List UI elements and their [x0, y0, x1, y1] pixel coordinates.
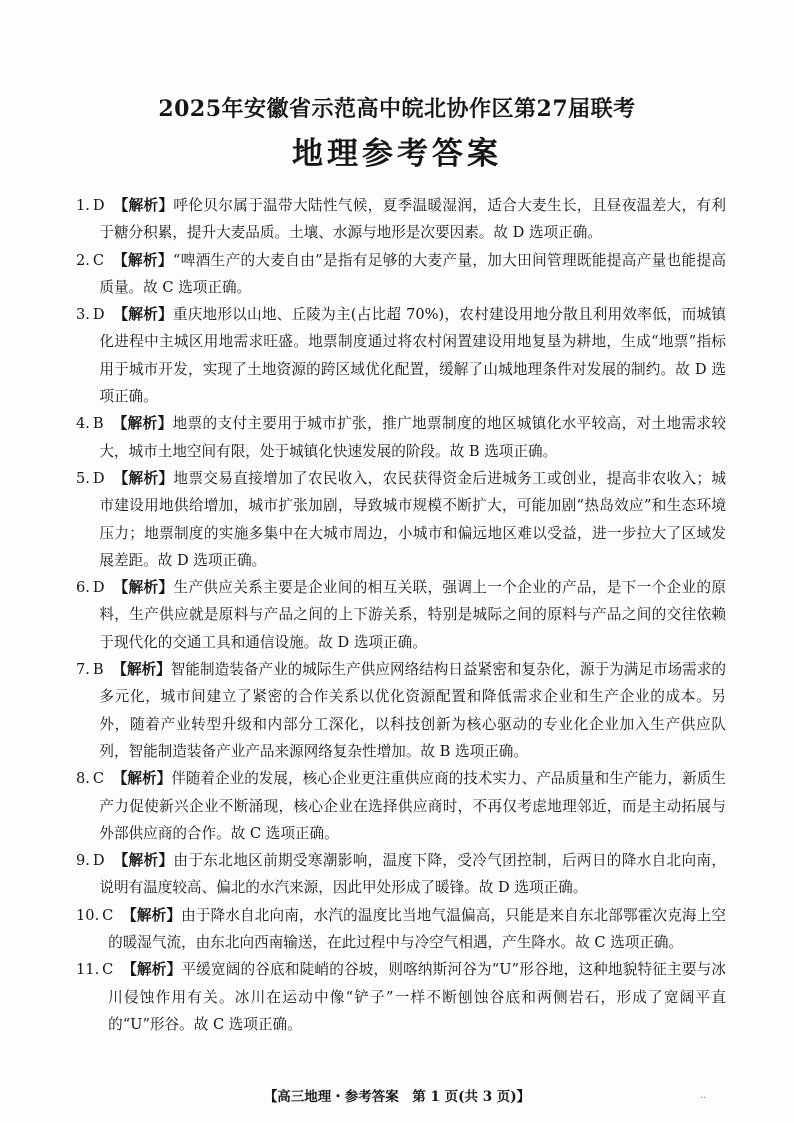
analysis-tag: 【解析】: [112, 415, 173, 433]
answer-item-8: 8. C 【解析】伴随着企业的发展，核心企业更注重供应商的技术实力、产品质量和生产能力，新质生产力促使新兴企业不断涌现，核心企业在选择供应商时，不再仅考虑地理邻近，而是主动拓展与外部供应商的合作。故 C 选项正确。: [76, 770, 726, 842]
page-footer: 【高三地理・参考答案 第 1 页(共 3 页)】: [263, 1089, 531, 1105]
answer-choice: C: [102, 906, 114, 924]
answer-item-2: 2. C 【解析】“啤酒生产的大麦自由”是指有足够的大麦产量，加大田间管理既能提高产量也能提高质量。故 C 选项正确。: [76, 251, 726, 296]
answer-item-1: 1. D 【解析】呼伦贝尔属于温带大陆性气候，夏季温暖湿润，适合大麦生长，且昼夜温差大，有利于糖分积累，提升大麦品质。土壤、水源与地形是次要因素。故 D 选项正确。: [76, 197, 726, 242]
answer-item-4: 4. B 【解析】地票的支付主要用于城市扩张，推广地票制度的地区城镇化水平较高，对土地需求较大，城市土地空间有限，处于城镇化快速发展的阶段。故 B 选项正确。: [76, 415, 726, 460]
analysis-text: 伴随着企业的发展，核心企业更注重供应商的技术实力、产品质量和生产能力，新质生产力促使新兴企业不断涌现，核心企业在选择供应商时，不再仅考虑地理邻近，而是主动拓展与外部供应商的合作。故 C 选项正确。: [99, 770, 726, 842]
answer-item-5: 5. D 【解析】地票交易直接增加了农民收入，农民获得资金后进城务工或创业，提高非农收入；城市建设用地供给增加，城市扩张加剧，导致城市规模不断扩大，可能加剧“热岛效应”和生态环境压力；地票制度的实施多集中在大城市周边，小城市和偏远地区难以受益，进一步拉大了区域发展差距。故 D 选项正确。: [76, 469, 726, 569]
analysis-tag: 【解析】: [113, 469, 174, 487]
analysis-text: 呼伦贝尔属于温带大陆性气候，夏季温暖湿润，适合大麦生长，且昼夜温差大，有利于糖分积累，提升大麦品质。土壤、水源与地形是次要因素。故 D 选项正确。: [99, 197, 726, 242]
answer-choice: C: [92, 251, 105, 269]
answer-item-11: 11. C 【解析】平缓宽阔的谷底和陡峭的谷坡，则喀纳斯河谷为“U”形谷地，这种地貌特征主要与冰川侵蚀作用有关。冰川在运动中像“铲子”一样不断刨蚀谷底和两侧岩石，形成了宽阔平直的“U”形谷。故 C 选项正确。: [76, 961, 726, 1033]
answer-choice: D: [92, 852, 105, 870]
analysis-tag: 【解析】: [112, 770, 172, 788]
answer-choice: D: [92, 306, 105, 324]
analysis-text: 平缓宽阔的谷底和陡峭的谷坡，则喀纳斯河谷为“U”形谷地，这种地貌特征主要与冰川侵蚀作用有关。冰川在运动中像“铲子”一样不断刨蚀谷底和两侧岩石，形成了宽阔平直的“U”形谷。故 C 选项正确。: [108, 961, 726, 1033]
exam-title: 2025年安徽省示范高中皖北协作区第27届联考: [158, 96, 636, 122]
analysis-text: 由于东北地区前期受寒潮影响，温度下降，受冷气团控制，后两日的降水自北向南，说明有温度较高、偏北的水汽来源，因此甲处形成了暖锋。故 D 选项正确。: [99, 852, 726, 897]
answer-choice: B: [92, 415, 104, 433]
analysis-text: “啤酒生产的大麦自由”是指有足够的大麦产量，加大田间管理既能提高产量也能提高质量。故 C 选项正确。: [99, 251, 726, 296]
analysis-tag: 【解析】: [112, 251, 173, 269]
document-title: 地理参考答案: [292, 136, 502, 172]
analysis-tag: 【解析】: [113, 306, 173, 324]
answer-list: [76, 192, 726, 1038]
analysis-text: 地票交易直接增加了农民收入，农民获得资金后进城务工或创业，提高非农收入；城市建设用地供给增加，城市扩张加剧，导致城市规模不断扩大，可能加剧“热岛效应”和生态环境压力；地票制度的实施多集中在大城市周边，小城市和偏远地区难以受益，进一步拉大了区域发展差距。故 D 选项正确。: [99, 469, 726, 569]
answer-item-10: 10. C 【解析】由于降水自北向南，水汽的温度比当地气温偏高，只能是来自东北部鄂霍次克海上空的暖湿气流，由东北向西南输送，在此过程中与冷空气相遇，产生降水。故 C 选项正确。: [76, 906, 726, 952]
answer-item-7: 7. B 【解析】智能制造装备产业的城际生产供应网络结构日益紧密和复杂化，源于为满足市场需求的多元化，城市间建立了紧密的合作关系以优化资源配置和降低需求企业和生产企业的成本。另外，随着产业转型升级和内部分工深化，以科技创新为核心驱动的专业化企业加入生产供应队列，智能制造装备产业产品来源网络复杂性增加。故 B 选项正确。: [76, 661, 726, 760]
analysis-tag: 【解析】: [122, 961, 182, 979]
analysis-text: 生产供应关系主要是企业间的相互关联，强调上一个企业的产品，是下一个企业的原料，生产供应就是原料与产品之间的上下游关系，特别是城际之间的原料与产品之间的交往依赖于现代化的交通工具和通信设施。故 D 选项正确。: [99, 579, 726, 651]
answer-item-9: 9. D 【解析】由于东北地区前期受寒潮影响，温度下降，受冷气团控制，后两日的降水自北向南，说明有温度较高、偏北的水汽来源，因此甲处形成了暖锋。故 D 选项正确。: [76, 852, 726, 897]
answer-item-6: 6. D 【解析】生产供应关系主要是企业间的相互关联，强调上一个企业的产品，是下一个企业的原料，生产供应就是原料与产品之间的上下游关系，特别是城际之间的原料与产品之间的交往依赖于现代化的交通工具和通信设施。故 D 选项正确。: [76, 579, 726, 651]
answer-item-3: 3. D 【解析】重庆地形以山地、丘陵为主(占比超 70%)，农村建设用地分散且利用效率低，而城镇化进程中主城区用地需求旺盛。地票制度通过将农村闲置建设用地复垦为耕地，生成“地票”指标用于城市开发，实现了土地资源的跨区域优化配置，缓解了山城地理条件对发展的制约。故 D 选项正确。: [76, 306, 726, 406]
answer-choice: D: [92, 197, 105, 214]
analysis-text: 智能制造装备产业的城际生产供应网络结构日益紧密和复杂化，源于为满足市场需求的多元化，城市间建立了紧密的合作关系以优化资源配置和降低需求企业和生产企业的成本。另外，随着产业转型升级和内部分工深化，以科技创新为核心驱动的专业化企业加入生产供应队列，智能制造装备产业产品来源网络复杂性增加。故 B 选项正确。: [99, 661, 726, 760]
analysis-tag: 【解析】: [113, 852, 174, 870]
analysis-text: 重庆地形以山地、丘陵为主(占比超 70%)，农村建设用地分散且利用效率低，而城镇化进程中主城区用地需求旺盛。地票制度通过将农村闲置建设用地复垦为耕地，生成“地票”指标用于城市开发，实现了土地资源的跨区域优化配置，缓解了山城地理条件对发展的制约。故 D 选项正确。: [99, 306, 726, 406]
answer-choice: D: [92, 579, 105, 597]
answer-choice: C: [102, 961, 114, 979]
analysis-tag: 【解析】: [112, 661, 171, 679]
analysis-text: 地票的支付主要用于城市扩张，推广地票制度的地区城镇化水平较高，对土地需求较大，城市土地空间有限，处于城镇化快速发展的阶段。故 B 选项正确。: [99, 415, 726, 460]
analysis-tag: 【解析】: [113, 579, 174, 597]
analysis-tag: 【解析】: [122, 906, 182, 924]
analysis-text: 由于降水自北向南，水汽的温度比当地气温偏高，只能是来自东北部鄂霍次克海上空的暖湿气流，由东北向西南输送，在此过程中与冷空气相遇，产生降水。故 C 选项正确。: [108, 906, 726, 952]
analysis-tag: 【解析】: [113, 197, 174, 214]
answer-choice: B: [92, 661, 104, 679]
answer-choice: C: [92, 770, 105, 788]
corner-mark: ..: [700, 1090, 707, 1101]
answer-choice: D: [92, 469, 105, 487]
